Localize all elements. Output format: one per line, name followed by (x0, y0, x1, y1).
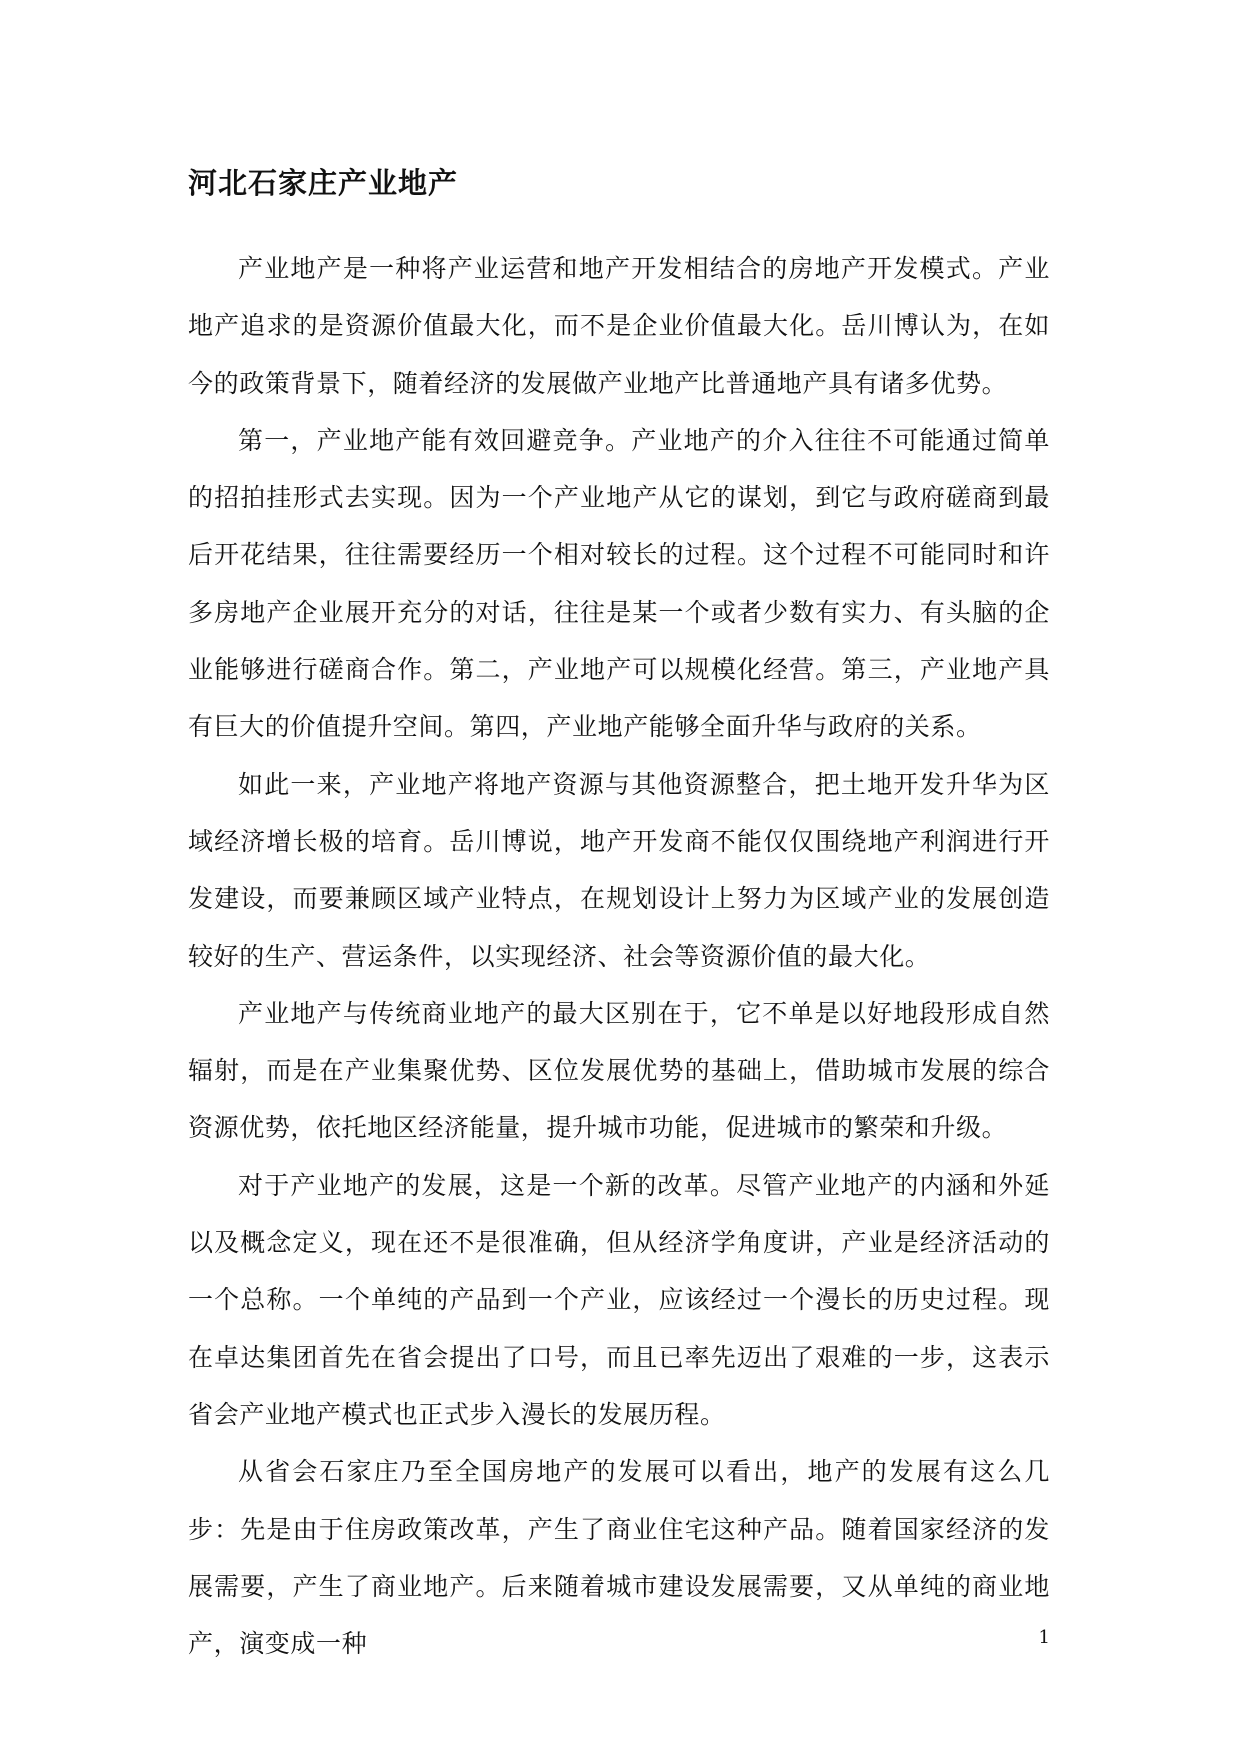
paragraph-1: 产业地产是一种将产业运营和地产开发相结合的房地产开发模式。产业地产追求的是资源价值最大化，而不是企业价值最大化。岳川博认为，在如今的政策背景下，随着经济的发展做产业地产比普通地产具有诸多优势。 (188, 254, 1050, 398)
paragraph-5: 对于产业地产的发展，这是一个新的改革。尽管产业地产的内涵和外延以及概念定义，现在还不是很准确，但从经济学角度讲，产业是经济活动的一个总称。一个单纯的产品到一个产业，应该经过一个漫长的历史过程。现在卓达集团首先在省会提出了口号，而且已率先迈出了艰难的一步，这表示省会产业地产模式也正式步入漫长的发展历程。 (188, 1170, 1050, 1429)
document-title: 河北石家庄产业地产 (188, 166, 459, 200)
document-body (188, 240, 1050, 1672)
paragraph-6: 从省会石家庄乃至全国房地产的发展可以看出，地产的发展有这么几步：先是由于住房政策改革，产生了商业住宅这种产品。随着国家经济的发展需要，产生了商业地产。后来随着城市建设发展需要，又从单纯的商业地产，演变成一种 (188, 1457, 1050, 1659)
paragraph-3: 如此一来，产业地产将地产资源与其他资源整合，把土地开发升华为区域经济增长极的培育。岳川博说，地产开发商不能仅仅围绕地产利润进行开发建设，而要兼顾区域产业特点，在规划设计上努力为区域产业的发展创造较好的生产、营运条件，以实现经济、社会等资源价值的最大化。 (188, 769, 1050, 971)
paragraph-2: 第一，产业地产能有效回避竞争。产业地产的介入往往不可能通过简单的招拍挂形式去实现。因为一个产业地产从它的谋划，到它与政府磋商到最后开花结果，往往需要经历一个相对较长的过程。这个过程不可能同时和许多房地产企业展开充分的对话，往往是某一个或者少数有实力、有头脑的企业能够进行磋商合作。第二，产业地产可以规模化经营。第三，产业地产具有巨大的价值提升空间。第四，产业地产能够全面升华与政府的关系。 (188, 425, 1050, 742)
page-number: 1 (1038, 1627, 1050, 1648)
paragraph-4: 产业地产与传统商业地产的最大区别在于，它不单是以好地段形成自然辐射，而是在产业集聚优势、区位发展优势的基础上，借助城市发展的综合资源优势，依托地区经济能量，提升城市功能，促进城市的繁荣和升级。 (188, 998, 1050, 1143)
